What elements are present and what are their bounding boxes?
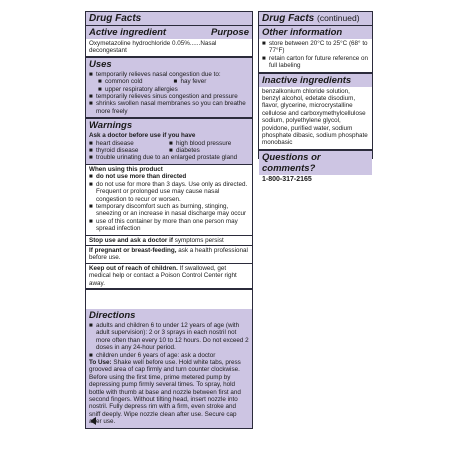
triangle-left-icon[interactable]	[90, 417, 96, 425]
stop-use-line: Stop use and ask a doctor if symptoms persist	[89, 236, 224, 244]
warnings-section	[86, 119, 252, 164]
drug-facts-panel	[85, 11, 253, 429]
list-item: ■ retain carton for future reference on full labeling	[262, 54, 369, 70]
active-ingredient-purpose: Nasal decongestant	[89, 40, 217, 55]
purpose-label: Purpose	[210, 27, 249, 38]
warnings-title: Warnings	[89, 120, 133, 132]
directions-title: Directions	[89, 310, 136, 321]
list-item: ■ hay fever	[173, 78, 207, 86]
list-item: ■ temporary discomfort such as burning, stinging, sneezing or an increase in nasal discharge may occur	[89, 202, 247, 218]
inactive-ingredients-text: benzalkonium chloride solution, benzyl alcohol, edetate disodium, flavor, glycerine, microcrystalline cellulose and carboxymethylcellulose sodium, polyethylene glycol, povidone, purified water, sodium phosphate dibasic, sodium phosphate monobasic	[262, 87, 368, 147]
active-ingredient-header	[86, 26, 252, 39]
list-item: ■ temporarily relieves sinus congestion and pressure	[89, 93, 238, 101]
list-item: ■ do not use for more than 3 days. Use only as directed. Frequent or prolonged use may cause nasal congestion to recur or worsen.	[89, 180, 248, 203]
list-item: ■ use of this container by more than one person may spread infection	[89, 217, 238, 233]
list-item: ■ adults and children 6 to under 12 years of age (with adult supervision): 2 or 3 sprays in each nostril not more often than every 10 to 12 hours. Do not exceed 2 doses in any 24-hour period.	[89, 322, 249, 352]
active-ingredient-name: Oxymetazoline hydrochloride 0.05%	[89, 40, 190, 47]
list-item: ■ trouble urinating due to an enlarged prostate gland	[89, 154, 238, 162]
list-item: ■ store between 20°C to 25°C (68° to 77°F)	[262, 40, 368, 55]
active-ingredient-row: Oxymetazoline hydrochloride 0.05%......Nasal decongestant	[89, 40, 217, 55]
list-item: ■ common cold	[98, 78, 143, 86]
inactive-ingredients-title: Inactive ingredients	[259, 74, 372, 87]
list-item: ■ diabetes	[169, 147, 200, 155]
drug-facts-title: Drug Facts	[86, 12, 252, 25]
questions-title: Questions or comments?	[259, 151, 372, 175]
when-using-section	[86, 165, 252, 235]
list-item: ■ temporarily relieves nasal congestion due to:	[89, 70, 221, 78]
when-using-title: When using this product	[89, 165, 163, 173]
list-item: ■ thyroid disease	[89, 147, 139, 155]
drug-facts-continued-title: Drug Facts (continued)	[259, 12, 372, 25]
other-information-title: Other information	[259, 26, 372, 39]
list-item: ■ heart disease	[89, 139, 134, 147]
uses-title: Uses	[86, 58, 252, 71]
to-use-text: To Use: Shake well before use. Hold white tabs, press grooved area of cap firmly and turn counter clockwise. Before using the first time, prime metered pump by depressing pump firmly several times. To spray, hold bottle with thumb at base and nozzle between first and second fingers. Without tilting head, insert nozzle into nostril. Fully depress rim with a firm, even stroke and sniff deeply. Wipe nozzle clean after use. Secure cap after use.	[89, 359, 241, 426]
keep-out-of-reach: Keep out of reach of children. If swallowed, get medical help or contact a Poison Control Center right away.	[89, 264, 237, 287]
list-item: ■ upper respiratory allergies	[98, 85, 178, 93]
directions-section	[86, 309, 252, 428]
uses-section	[86, 71, 252, 117]
list-item: ■ shrinks swollen nasal membranes so you can breathe more freely	[89, 100, 246, 115]
ask-doctor-title: Ask a doctor before use if you have	[89, 132, 196, 140]
pregnancy-warning: If pregnant or breast-feeding, ask a health professional before use.	[89, 246, 248, 262]
list-item: ■ children under 6 years of age: ask a doctor	[89, 351, 216, 359]
list-item: ■ do not use more than directed	[89, 173, 187, 181]
other-information-section	[259, 39, 372, 72]
phone-number[interactable]: 1-800-317-2165	[262, 175, 312, 183]
drug-facts-continued-panel	[258, 11, 373, 183]
list-item: ■ high blood pressure	[169, 139, 232, 147]
active-ingredient-label: Active ingredient	[89, 27, 167, 38]
